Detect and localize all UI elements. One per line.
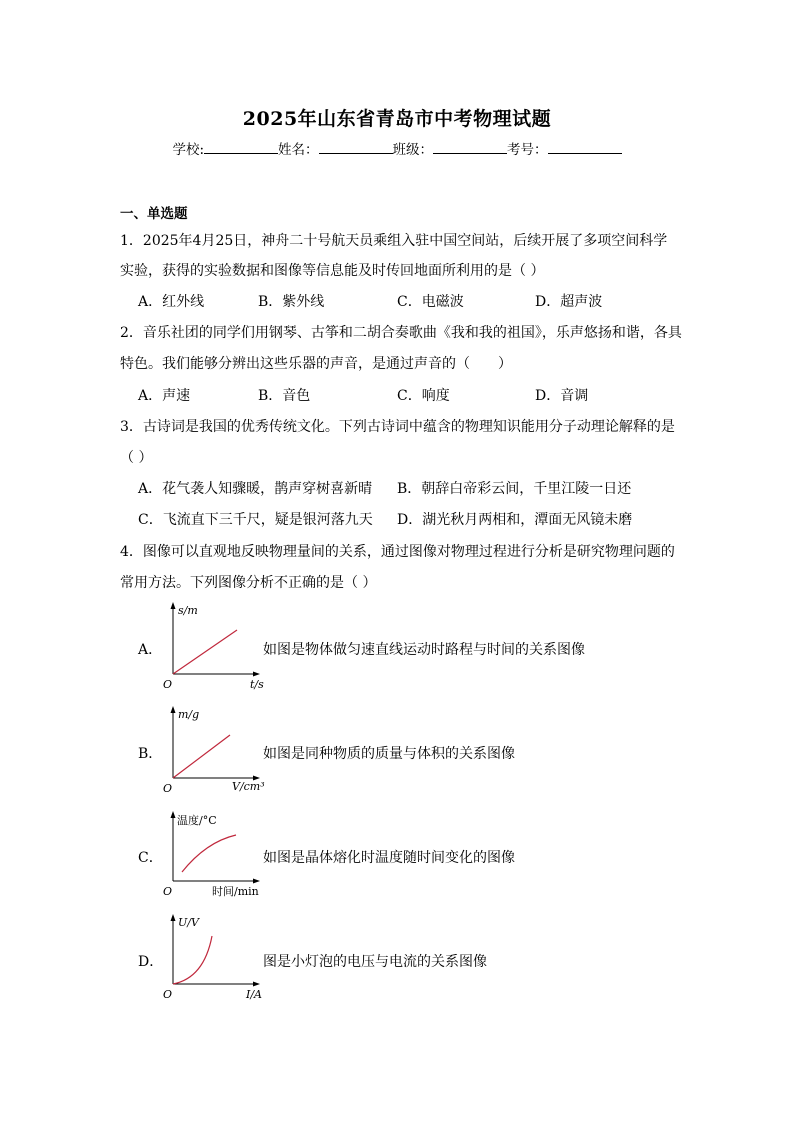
- graph-d-x-label: I/A: [246, 988, 262, 1001]
- q4-option-c-desc[interactable]: 如图是晶体熔化时温度随时间变化的图像: [263, 850, 515, 866]
- graph-a-origin: O: [163, 678, 173, 691]
- q2-option-b[interactable]: B．音色: [258, 388, 311, 404]
- graph-a-y-arrow: [171, 602, 176, 609]
- student-info-row: [0, 138, 794, 158]
- graph-a-x-arrow: [253, 672, 260, 677]
- graph-c-x-arrow: [253, 879, 260, 884]
- q4-option-d-label[interactable]: D．: [138, 954, 164, 970]
- graph-d-curve: [173, 936, 212, 984]
- q4-option-a-label[interactable]: A．: [138, 642, 163, 658]
- graph-a-x-label: t/s: [250, 678, 264, 691]
- q2-option-a[interactable]: A．声速: [138, 388, 191, 404]
- graph-d-x-arrow: [253, 982, 260, 987]
- q4-option-c-label[interactable]: C．: [138, 850, 163, 866]
- q4-stem-line1: 4．图像可以直观地反映物理量间的关系，通过图像对物理过程进行分析是研究物理问题的: [120, 544, 675, 560]
- graph-d-svg: [160, 912, 270, 1004]
- q2-stem-line1: 2．音乐社团的同学们用钢琴、古筝和二胡合奏歌曲《我和我的祖国》，乐声悠扬和谐，各具: [120, 325, 682, 341]
- number-blank[interactable]: [548, 141, 622, 154]
- q3-option-b[interactable]: B．朝辞白帝彩云间，千里江陵一日还: [397, 481, 632, 497]
- graph-a-y-label: s/m: [178, 604, 198, 617]
- graph-c-y-arrow: [171, 811, 176, 818]
- class-label: 班级：: [392, 142, 434, 158]
- graph-c-svg: [160, 809, 270, 901]
- graph-c-origin: O: [163, 885, 173, 898]
- graph-c-curve: [182, 835, 236, 872]
- q4-option-a-desc[interactable]: 如图是物体做匀速直线运动时路程与时间的关系图像: [263, 642, 585, 658]
- name-label: 姓名：: [278, 142, 319, 158]
- q1-stem-line2: 实验，获得的实验数据和图像等信息能及时传回地面所利用的是（ ）: [120, 263, 545, 279]
- class-blank[interactable]: [433, 141, 507, 154]
- graph-c-y-label: 温度/°C: [177, 814, 217, 827]
- q3-option-a[interactable]: A．花气袭人知骤暖，鹊声穿树喜新晴: [138, 481, 373, 497]
- q4-option-b-label[interactable]: B．: [138, 746, 163, 762]
- q2-option-d[interactable]: D．音调: [535, 388, 589, 404]
- school-blank[interactable]: [204, 141, 278, 154]
- graph-d-y-arrow: [171, 914, 176, 921]
- exam-title: 2025年山东省青岛市中考物理试题: [242, 108, 552, 130]
- graph-c: [160, 809, 270, 901]
- number-label: 考号：: [507, 142, 548, 158]
- graph-c-x-label: 时间/min: [212, 885, 259, 898]
- q4-option-d-desc[interactable]: 图是小灯泡的电压与电流的关系图像: [263, 954, 487, 970]
- q3-stem-line1: 3．古诗词是我国的优秀传统文化。下列古诗词中蕴含的物理知识能用分子动理论解释的是: [120, 419, 675, 435]
- graph-b-svg: [160, 704, 270, 796]
- q4-stem-line2: 常用方法。下列图像分析不正确的是（ ）: [120, 575, 377, 591]
- graph-b-y-arrow: [171, 706, 176, 713]
- graph-b-x-label: V/cm³: [232, 780, 265, 793]
- q1-stem-line1: 1．2025年4月25日，神舟二十号航天员乘组入驻中国空间站，后续开展了多项空间科学: [120, 233, 668, 249]
- graph-a-svg: [160, 600, 270, 692]
- q4-option-b-desc[interactable]: 如图是同种物质的质量与体积的关系图像: [263, 746, 515, 762]
- name-blank[interactable]: [319, 141, 393, 154]
- graph-d-origin: O: [163, 988, 173, 1001]
- graph-d-y-label: U/V: [178, 916, 199, 929]
- graph-b-origin: O: [163, 782, 173, 795]
- q1-option-a[interactable]: A．红外线: [138, 294, 205, 310]
- q1-option-c[interactable]: C．电磁波: [397, 294, 464, 310]
- graph-a: [160, 600, 270, 692]
- school-label: 学校:: [172, 142, 205, 158]
- q1-option-d[interactable]: D．超声波: [535, 294, 603, 310]
- graph-b-curve: [173, 735, 230, 778]
- graph-b-y-label: m/g: [178, 708, 200, 721]
- q3-option-d[interactable]: D．湖光秋月两相和，潭面无风镜未磨: [397, 512, 633, 528]
- q2-option-c[interactable]: C．响度: [397, 388, 450, 404]
- q2-stem-line2: 特色。我们能够分辨出这些乐器的声音，是通过声音的（ ）: [120, 356, 512, 372]
- q3-stem-line2: （ ）: [120, 450, 153, 466]
- q1-option-b[interactable]: B．紫外线: [258, 294, 325, 310]
- graph-a-curve: [173, 630, 237, 674]
- graph-d: [160, 912, 270, 1004]
- q3-option-c[interactable]: C．飞流直下三千尺，疑是银河落九天: [138, 512, 373, 528]
- section-heading: 一、单选题: [120, 206, 188, 222]
- graph-b: [160, 704, 270, 796]
